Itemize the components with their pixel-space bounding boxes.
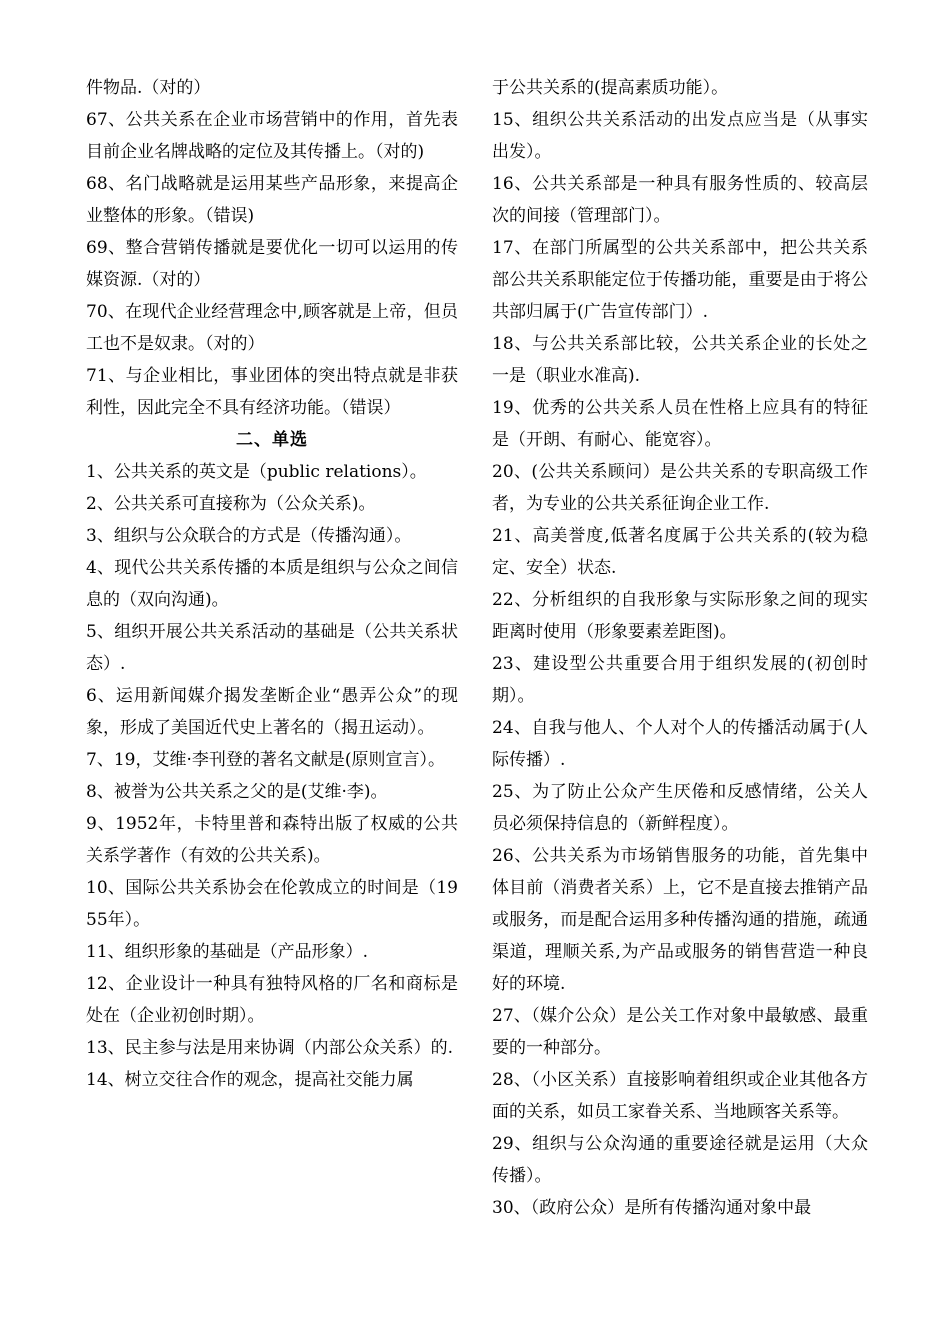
- paragraph: 71、与企业相比，事业团体的突出特点就是非获利性，因此完全不具有经济功能。（错误）: [86, 366, 458, 418]
- paragraph: 30、（政府公众）是所有传播沟通对象中最: [492, 1198, 812, 1218]
- paragraph: 12、企业设计一种具有独特风格的厂名和商标是处在（企业初创时期）。: [86, 974, 458, 1026]
- paragraph: 15、组织公共关系活动的出发点应当是（从事实出发）。: [492, 110, 868, 162]
- section-heading: 二、单选: [236, 430, 308, 450]
- paragraph: 20、(公共关系顾问）是公共关系的专职高级工作者，为专业的公共关系征询企业工作.: [492, 462, 868, 514]
- paragraph: 18、与公共关系部比较，公共关系企业的长处之一是（职业水准高).: [492, 334, 868, 386]
- paragraph: 28、（小区关系）直接影响着组织或企业其他各方面的关系，如员工家眷关系、当地顾客关系等。: [492, 1070, 868, 1122]
- paragraph: 13、民主参与法是用来协调（内部公众关系）的.: [86, 1038, 454, 1058]
- paragraph: 3、组织与公众联合的方式是（传播沟通）。: [86, 526, 412, 546]
- left-column: [86, 72, 458, 1096]
- paragraph: 69、整合营销传播就是要优化一切可以运用的传媒资源.（对的）: [86, 238, 458, 290]
- paragraph: 于公共关系的(提高素质功能）。: [492, 78, 729, 98]
- paragraph: 23、建设型公共重要合用于组织发展的(初创时期）。: [492, 654, 868, 706]
- paragraph: 10、国际公共关系协会在伦敦成立的时间是（1955年）。: [86, 878, 458, 930]
- paragraph: 67、公共关系在企业市场营销中的作用，首先表目前企业名牌战略的定位及其传播上。（对的): [86, 110, 458, 162]
- paragraph: 17、在部门所属型的公共关系部中，把公共关系部公共关系职能定位于传播功能，重要是由于将公共部归属于(广告宣传部门）.: [492, 238, 868, 322]
- paragraph: 26、公共关系为市场销售服务的功能，首先集中体目前（消费者关系）上，它不是直接去推销产品或服务，而是配合运用多种传播沟通的措施，疏通渠道，理顺关系,为产品或服务的销售营造一种良好的环境.: [492, 846, 868, 994]
- paragraph: 70、在现代企业经营理念中,顾客就是上帝，但员工也不是奴隶。（对的）: [86, 302, 458, 354]
- paragraph: 2、公共关系可直接称为（公众关系)。: [86, 494, 376, 514]
- paragraph: 19、优秀的公共关系人员在性格上应具有的特征是（开朗、有耐心、能宽容）。: [492, 398, 868, 450]
- paragraph: 1、公共关系的英文是（public relations）。: [86, 462, 427, 482]
- paragraph: 6、运用新闻媒介揭发垄断企业“愚弄公众”的现象，形成了美国近代史上著名的（揭丑运动）。: [86, 686, 458, 738]
- right-column: [492, 72, 868, 1224]
- paragraph: 25、为了防止公众产生厌倦和反感情绪，公关人员必须保持信息的（新鲜程度）。: [492, 782, 868, 834]
- paragraph: 22、分析组织的自我形象与实际形象之间的现实距离时使用（形象要素差距图)。: [492, 590, 868, 642]
- paragraph: 9、1952年，卡特里普和森特出版了权威的公共关系学著作（有效的公共关系)。: [86, 814, 458, 866]
- paragraph: 68、名门战略就是运用某些产品形象，来提高企业整体的形象。（错误): [86, 174, 458, 226]
- paragraph: 4、现代公共关系传播的本质是组织与公众之间信息的（双向沟通)。: [86, 558, 458, 610]
- paragraph: 29、组织与公众沟通的重要途径就是运用（大众传播）。: [492, 1134, 868, 1186]
- paragraph: 21、高美誉度,低著名度属于公共关系的(较为稳定、安全）状态.: [492, 526, 868, 578]
- paragraph: 5、组织开展公共关系活动的基础是（公共关系状态）.: [86, 622, 458, 674]
- paragraph: 24、自我与他人、个人对个人的传播活动属于(人际传播）.: [492, 718, 868, 770]
- paragraph: 16、公共关系部是一种具有服务性质的、较高层次的间接（管理部门）。: [492, 174, 868, 226]
- paragraph: 27、（媒介公众）是公关工作对象中最敏感、最重要的一种部分。: [492, 1006, 868, 1058]
- paragraph: 14、树立交往合作的观念，提高社交能力属: [86, 1070, 414, 1090]
- paragraph: 件物品.（对的）: [86, 78, 211, 98]
- paragraph: 8、被誉为公共关系之父的是(艾维·李)。: [86, 782, 388, 802]
- paragraph: 7、19，艾维·李刊登的著名文献是(原则宣言）。: [86, 750, 445, 770]
- paragraph: 11、组织形象的基础是（产品形象）.: [86, 942, 369, 962]
